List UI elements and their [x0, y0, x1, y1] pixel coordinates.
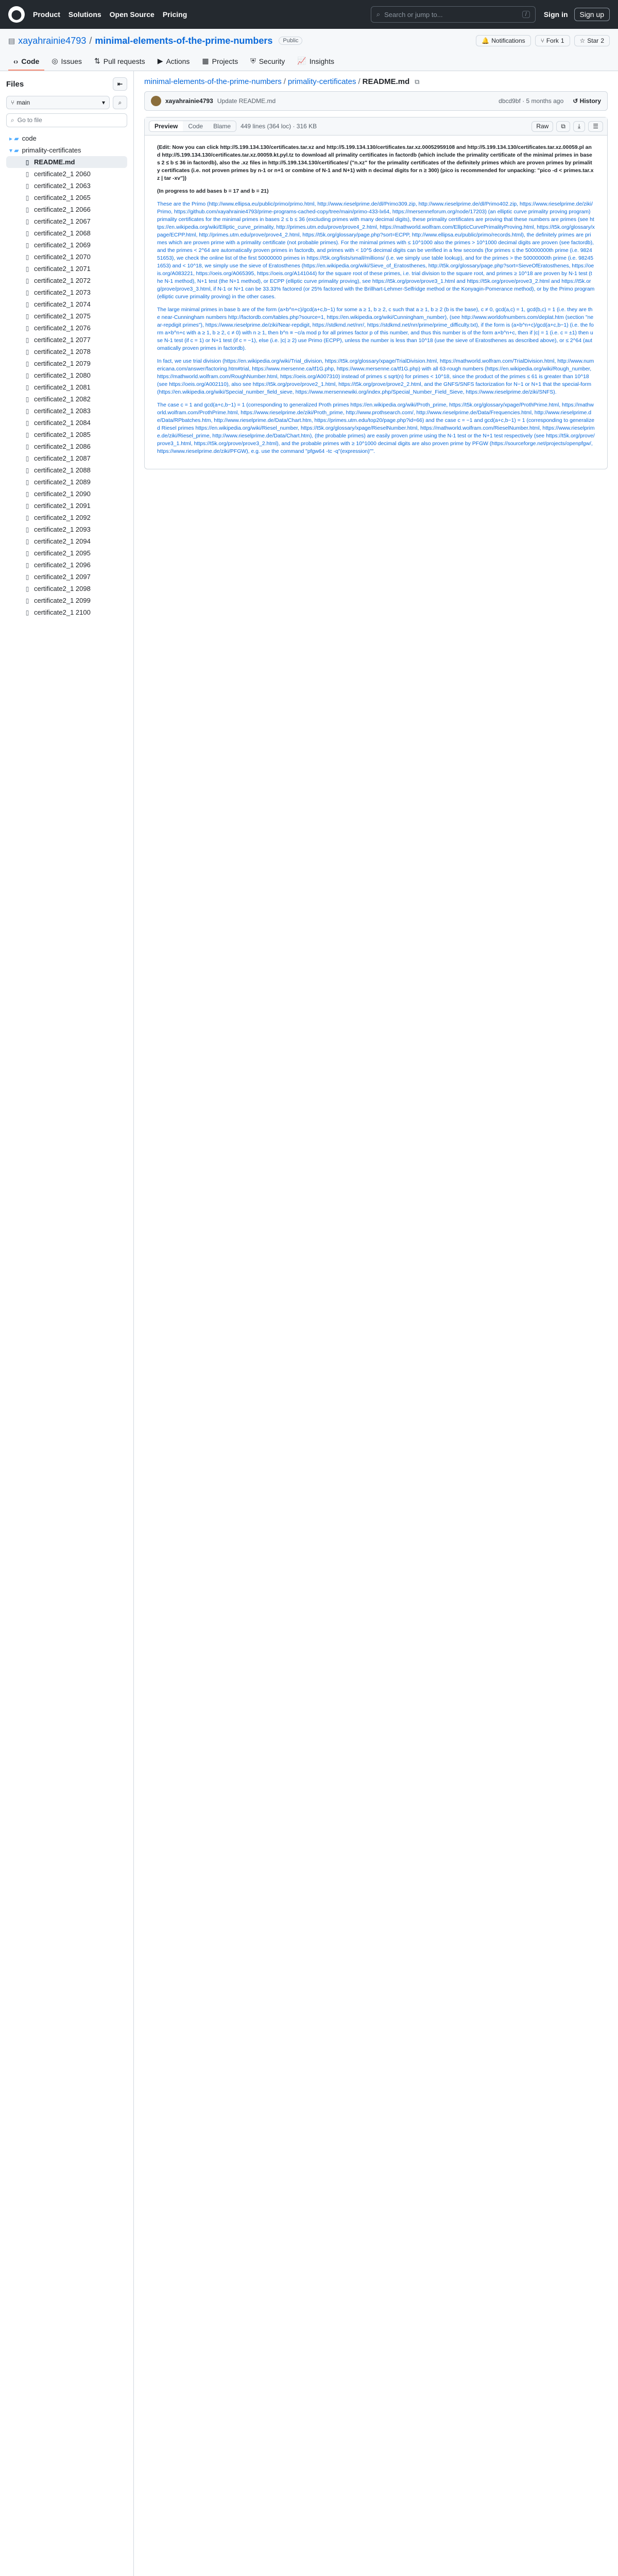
- file-tree-item[interactable]: [6, 286, 127, 298]
- file-icon: ▯: [25, 300, 29, 308]
- view-toggle: [149, 121, 236, 132]
- file-tree-item[interactable]: [6, 192, 127, 204]
- tree-item-label: certificate2_1 2063: [34, 182, 91, 190]
- visibility-badge: Public: [279, 37, 302, 45]
- tree-item-label: certificate2_1 2079: [34, 360, 91, 367]
- top-header: [0, 0, 618, 29]
- tree-item-label: certificate2_1 2086: [34, 443, 91, 450]
- tab-security[interactable]: [245, 53, 290, 71]
- file-tree-item[interactable]: [6, 429, 127, 440]
- star-count: 2: [600, 37, 604, 44]
- tree-item-label: certificate2_1 2099: [34, 597, 91, 604]
- file-icon: ▯: [25, 336, 29, 344]
- star-button[interactable]: [574, 35, 610, 46]
- file-icon: ▯: [25, 490, 29, 498]
- nav-pricing[interactable]: Pricing: [162, 10, 187, 19]
- tree-item-label: certificate2_1 2100: [34, 608, 91, 616]
- file-icon: ▯: [25, 502, 29, 510]
- commit-message[interactable]: Update README.md: [217, 97, 276, 105]
- repo-header: [0, 29, 618, 71]
- tree-item-label: certificate2_1 2096: [34, 561, 91, 569]
- file-tree-item[interactable]: [6, 583, 127, 595]
- file-icon: ▯: [25, 466, 29, 474]
- copy-raw-icon[interactable]: ⧉: [556, 121, 570, 132]
- tree-item-label: certificate2_1 2076: [34, 324, 91, 332]
- file-icon: ▯: [25, 253, 29, 261]
- tree-item-label: certificate2_1 2098: [34, 585, 91, 592]
- folder-open-icon: ▾ ▰: [9, 146, 19, 154]
- tab-projects[interactable]: [197, 53, 243, 71]
- file-icon: ▯: [25, 431, 29, 438]
- file-tree-item[interactable]: [6, 180, 127, 192]
- search-files-icon[interactable]: ⌕: [113, 96, 127, 109]
- code-icon: ‹›: [13, 57, 19, 65]
- tree-item-label: certificate2_1 2087: [34, 454, 91, 462]
- tree-item-label: certificate2_1 2069: [34, 241, 91, 249]
- search-shortcut: /: [522, 11, 530, 18]
- branch-row: [6, 96, 127, 109]
- tab-pull-requests-label: Pull requests: [103, 57, 145, 65]
- play-icon: ▶: [157, 57, 163, 65]
- tree-item-label: certificate2_1 2074: [34, 300, 91, 308]
- file-tree-item[interactable]: [6, 523, 127, 535]
- tree-item-label: certificate2_1 2091: [34, 502, 91, 510]
- tree-item-label: certificate2_1 2093: [34, 526, 91, 533]
- tab-issues-label: Issues: [61, 57, 82, 65]
- collapse-sidebar-icon[interactable]: ⇤: [113, 77, 127, 91]
- tree-item-label: certificate2_1 2068: [34, 229, 91, 237]
- table-icon: ▦: [202, 57, 209, 65]
- tree-item-label: README.md: [34, 158, 75, 166]
- tree-item-label: certificate2_1 2060: [34, 170, 91, 178]
- tab-insights[interactable]: [292, 53, 339, 71]
- nav-solutions[interactable]: Solutions: [68, 10, 101, 19]
- shield-icon: ⛨: [250, 57, 256, 65]
- breadcrumb: [144, 77, 608, 86]
- file-tree-item[interactable]: [6, 393, 127, 405]
- breadcrumb-file: README.md: [362, 77, 410, 86]
- nav-open-source[interactable]: Open Source: [109, 10, 154, 19]
- file-icon: ▯: [25, 478, 29, 486]
- commit-hash[interactable]: dbcd9bf: [499, 97, 521, 105]
- tab-pull-requests[interactable]: [89, 53, 150, 71]
- star-label: Star: [587, 37, 599, 44]
- file-icon: ▯: [25, 158, 29, 166]
- file-icon: ▯: [25, 443, 29, 450]
- sign-in-link[interactable]: Sign in: [543, 10, 568, 19]
- download-icon[interactable]: ⤓: [573, 121, 585, 132]
- readme-paragraph-form: The large minimal primes in base b are of the form (a×b^n+c)/gcd(a+c,b−1) for some a ≥ 1, b ≥ 2, c such that a ≥ 1, b ≥ 2 (b is the base), c ≠ 0, gcd(a,c) = 1, gcd(b,c) = 1 (i.e. they are the near-Cunningham numbers http://factordb.com/tables.php?source=1, https://en.wikipedia.org/wiki/Cunningham_number), (see http://www.worldofnumbers.com/deplat.htm (section "near-repdigit primes"), https://www.rieselprime.de/ziki/Near-repdigit, https://stdkmd.net/nrr/, https://stdkmd.net/nrr/prime/prime_difficulty.txt), if the form is (a×b^n+c)/gcd(a+c,b−1) (i.e. the form a×b^n+c with a ≥ 1, b ≥ 2, c ≠ 0) with n ≥ 1, then b^n ≡ −c/a mod p for all primes factor p of this number, and thus this number is of the form a×b^n+c, then if |c| = 1 (i.e. c = ±1) then use N-1 test (if c = 1) or N+1 test (if c = −1), else (i.e. |c| ≥ 2) use Primo (ECPP), unless the number is less than 10^18 (use the sieve of Eratosthenes as described above), or ≤ 2^64 (automatically proven primes in factordb).: [157, 307, 594, 351]
- tree-item-label: certificate2_1 2070: [34, 253, 91, 261]
- file-tree-item[interactable]: [6, 310, 127, 322]
- file-icon: ▯: [25, 526, 29, 533]
- latest-commit-bar: [144, 91, 608, 111]
- github-logo-icon[interactable]: ⬤: [8, 6, 25, 23]
- file-tree-item[interactable]: [6, 476, 127, 488]
- tree-item-label: certificate2_1 2078: [34, 348, 91, 355]
- file-icon: ▯: [25, 217, 29, 225]
- file-icon: ▯: [25, 241, 29, 249]
- file-info: 449 lines (364 loc) · 316 KB: [241, 123, 317, 130]
- tab-code[interactable]: [8, 53, 44, 71]
- file-icon: ▯: [25, 561, 29, 569]
- search-icon: ⌕: [376, 10, 381, 18]
- tab-code-label: Code: [21, 57, 40, 65]
- file-tree-item[interactable]: [6, 452, 127, 464]
- file-tree-item[interactable]: [6, 500, 127, 512]
- file-icon: ▯: [25, 537, 29, 545]
- search-input[interactable]: [371, 6, 536, 23]
- file-icon: ▯: [25, 206, 29, 213]
- file-tree-item[interactable]: [6, 227, 127, 239]
- repo-owner-link[interactable]: xayahrainie4793: [18, 35, 87, 46]
- sidebar-header: [6, 77, 127, 91]
- file-icon: ▯: [25, 407, 29, 415]
- file-icon: ▯: [25, 597, 29, 604]
- readme-content: [145, 135, 607, 469]
- issue-icon: ◎: [52, 57, 58, 65]
- repo-name-link[interactable]: minimal-elements-of-the-prime-numbers: [95, 35, 273, 46]
- go-to-file-input[interactable]: [6, 113, 127, 127]
- file-tree-item[interactable]: [6, 358, 127, 369]
- file-icon: ▯: [25, 277, 29, 284]
- file-tree-item[interactable]: [6, 298, 127, 310]
- folder-tree-item[interactable]: [6, 132, 127, 144]
- file-tree-item[interactable]: [6, 535, 127, 547]
- history-icon: ↺: [573, 97, 578, 105]
- file-icon: ▯: [25, 395, 29, 403]
- tab-issues[interactable]: [46, 53, 87, 71]
- file-icon: ▯: [25, 585, 29, 592]
- avatar[interactable]: [151, 96, 161, 106]
- file-tree-item[interactable]: [6, 215, 127, 227]
- file-tree-item[interactable]: [6, 440, 127, 452]
- tab-security-label: Security: [259, 57, 285, 65]
- sign-up-button[interactable]: Sign up: [574, 8, 610, 21]
- file-icon: ▯: [25, 454, 29, 462]
- file-tree-item[interactable]: [6, 417, 127, 429]
- file-tree-item[interactable]: [6, 595, 127, 606]
- file-tree-item[interactable]: [6, 204, 127, 215]
- file-tree-item[interactable]: [6, 156, 127, 168]
- repo-tabs: [8, 53, 610, 71]
- list-icon[interactable]: ☰: [588, 121, 603, 132]
- folder-tree-item[interactable]: [6, 144, 127, 156]
- fork-icon: ⑂: [540, 37, 544, 44]
- folder-icon: ▸ ▰: [9, 134, 19, 142]
- file-tree-item[interactable]: [6, 239, 127, 251]
- file-viewer: [144, 117, 608, 469]
- tree-item-label: certificate2_1 2084: [34, 419, 91, 427]
- file-icon: ▯: [25, 312, 29, 320]
- page-layout: [0, 71, 618, 2576]
- branch-selector[interactable]: [6, 96, 110, 109]
- file-icon: ▯: [25, 229, 29, 237]
- main-content: [134, 71, 618, 2576]
- notifications-label: Notifications: [491, 37, 525, 44]
- file-tree-item[interactable]: [6, 405, 127, 417]
- tree-item-label: certificate2_1 2071: [34, 265, 91, 273]
- file-icon: ▯: [25, 514, 29, 521]
- readme-paragraph-trial-division: In fact, we use trial division (https://en.wikipedia.org/wiki/Trial_division, https://t5k.org/glossary/xpage/TrialDivision.html, https://mathworld.wolfram.com/TrialDivision.html, http://www.numericana.com/answer/factoring.htm#trial, https://www.mersenne.ca/tf1G.php, https://www.mersenne.ca/tf1G.php) with all 63-rough numbers (https://en.wikipedia.org/wiki/Rough_number, https://mathworld.wolfram.com/RoughNumber.html, https://oeis.org/A007310) instead of primes ≤ sqrt(n) for primes < 10^18, since the product of the primes ≤ 61 is greater than 10^18 (see https://oeis.org/A002110), also see https://t5k.org/prove/prove2_1.html, https://t5k.org/prove/prove2_2.html, and the GNFS/SNFS factorization for N−1 or N+1 that the special-form (https://en.wikipedia.org/wiki/Special_number_field_sieve, https://www.mersennewiki.org/index.php/Special_Number_Field_Sieve, https://www.rieselprime.de/ziki/SNFS).: [157, 359, 594, 395]
- bell-icon: 🔔: [482, 37, 490, 44]
- fork-button[interactable]: [535, 35, 570, 46]
- file-tree-item[interactable]: [6, 559, 127, 571]
- tab-code[interactable]: Code: [183, 121, 208, 131]
- pull-request-icon: ⇅: [94, 57, 100, 65]
- tree-item-label: certificate2_1 2085: [34, 431, 91, 438]
- tree-item-label: certificate2_1 2077: [34, 336, 91, 344]
- tree-item-label: certificate2_1 2080: [34, 371, 91, 379]
- raw-button[interactable]: Raw: [531, 121, 553, 132]
- tree-item-label: certificate2_1 2094: [34, 537, 91, 545]
- file-icon: ▯: [25, 383, 29, 391]
- tree-item-label: certificate2_1 2092: [34, 514, 91, 521]
- file-icon: ▯: [25, 608, 29, 616]
- tab-actions-label: Actions: [166, 57, 190, 65]
- file-tree-item[interactable]: [6, 263, 127, 275]
- readme-edit-paragraph: (Edit: Now you can click http://5.199.134.130/certificates.tar.xz and http://5.199.134.130/certificates.tar.xz.00052959108 and http://5.199.134.130/certificates.tar.xz.00059.pl and http://5.199.134.130/certificates.tar.xz.00059.kt.pyl.tz to download all primality certificates in factordb (which include the primality certificate of the minimal primes in bases 2 ≤ b ≤ 36 in factordb), also the .xz files in http://5.199.134.130/certificates/ ("n.xz" for the primality certificates of the definitely primes which are proven primes by primality certificates (i.e. not proven primes by n-1 or n+1 or combine of N-1 and N+1) with n decimal digits for n ≥ 300) (pico is recommended for unpacking: "pico -d < primes.tar.xz | tar -xv")): [157, 145, 594, 181]
- repo-title-separator: /: [89, 35, 92, 46]
- history-label: History: [579, 97, 601, 105]
- file-icon: ▯: [25, 371, 29, 379]
- tab-preview[interactable]: Preview: [149, 121, 183, 131]
- tree-item-label: certificate2_1 2097: [34, 573, 91, 581]
- search-placeholder: Search or jump to...: [384, 10, 443, 19]
- commit-meta: dbcd9bf · 5 months ago: [499, 97, 564, 105]
- readme-paragraph-primo: These are the Primo (http://www.ellipsa.eu/public/primo/primo.html, http://www.rieselprime.de/dl/Primo309.zip, http://www.rieselprime.de/dl/Primo402.zip, https://www.rieselprime.de/ziki/Primo, https://github.com/xayahrainie4793/prime-programs-cached-copy/tree/main/primo-433-lx64, https://mersenneforum.org/node/17203) (an elliptic curve primality proving program) primality certificates for the minimal primes in bases 2 ≤ b ≤ 36 (excluding primes with many decimal digits), these primality certificates are proving that these numbers are primes (see https://en.wikipedia.org/wiki/Elliptic_curve_primality, http://primes.utm.edu/prove/prove4_2.html, https://mathworld.wolfram.com/EllipticCurvePrimalityProving.html, https://t5k.org/glossary/xpage/ECPP.html, http://primes.utm.edu/prove/prove4_2.html, https://t5k.org/glossary/page.php?sort=ECPP, http://www.ellipsa.eu/public/primo/records.html), the definitely primes are primes which are proven prime with a primality certificate (not probable primes). For the minimal primes with ≤ 10^1000 also the primes > 10^1000 decimal digits are proven (see factordb), and the primes < 2^64 are automatically proven primes in factordb, and primes with < 10^5 decimal digits can be verified in a few seconds (for primes ≤ the 50000000th prime (i.e. 982451653), we check the online list of the first 50000000 primes in https://t5k.org/lists/small/millions/ (i.e. we simply use table lookup), and for the primes > the 50000000th prime (i.e. 982451653) and < 10^18, we simply use the sieve of Eratosthenes (https://en.wikipedia.org/wiki/Sieve_of_Eratosthenes, http://t5k.org/glossary/page.php?sort=SieveOfEratosthenes, https://oeis.org/A083221, https://oeis.org/A065395, https://oeis.org/A141044) for the square root of these primes, i.e. trial division to the square root, and primes ≥ 10^18 are proven by N-1 test (the N-1 method), N+1 test (the N+1 method), or ECPP (elliptic curve primality proving), see https://t5k.org/prove/prove3_1.html and https://t5k.org/prove/prove3_2.html and https://t5k.org/prove/prove3_3.html, if N-1 or N+1 can be 33.33% factored (or 25% factored with the Brillhart-Lehmer-Selfridge method or the Konyagin-Pomerance method), or by the Primo program (elliptic curve primality proving) in the other cases.: [157, 201, 595, 300]
- file-icon: ▯: [25, 348, 29, 355]
- search-icon: ⌕: [11, 116, 14, 124]
- breadcrumb-separator: /: [358, 77, 360, 86]
- commit-time: 5 months ago: [526, 97, 564, 105]
- file-icon: ▯: [25, 289, 29, 296]
- file-tree-item[interactable]: [6, 334, 127, 346]
- history-button[interactable]: [573, 97, 601, 105]
- fork-label: Fork: [546, 37, 559, 44]
- tree-item-label: certificate2_1 2066: [34, 206, 91, 213]
- file-tree-item[interactable]: [6, 369, 127, 381]
- go-to-file-placeholder: Go to file: [17, 116, 42, 124]
- tab-projects-label: Projects: [212, 57, 238, 65]
- file-tree-item[interactable]: [6, 275, 127, 286]
- file-icon: ▯: [25, 573, 29, 581]
- file-toolbar: [145, 117, 607, 135]
- file-icon: ▯: [25, 194, 29, 201]
- file-icon: ▯: [25, 182, 29, 190]
- breadcrumb-folder[interactable]: primality-certificates: [287, 77, 356, 86]
- chevron-down-icon: ▾: [101, 99, 105, 106]
- file-tree: [6, 132, 127, 618]
- file-tree-item[interactable]: [6, 547, 127, 559]
- tree-item-label: certificate2_1 2088: [34, 466, 91, 474]
- file-icon: ▯: [25, 170, 29, 178]
- readme-progress-note: (In progress to add bases b = 17 and b = 21): [157, 189, 269, 194]
- tree-item-label: certificate2_1 2089: [34, 478, 91, 486]
- repo-icon: ▤: [8, 36, 15, 45]
- file-tree-item[interactable]: [6, 571, 127, 583]
- file-tree-item[interactable]: [6, 606, 127, 618]
- tree-item-label: certificate2_1 2095: [34, 549, 91, 557]
- tab-blame[interactable]: Blame: [208, 121, 236, 131]
- branch-name: main: [16, 99, 30, 106]
- file-tree-item[interactable]: [6, 346, 127, 358]
- tab-insights-label: Insights: [309, 57, 334, 65]
- tree-item-label: certificate2_1 2083: [34, 407, 91, 415]
- tree-item-label: primality-certificates: [22, 146, 81, 154]
- file-tree-sidebar: [0, 71, 134, 2576]
- tree-item-label: certificate2_1 2075: [34, 312, 91, 320]
- file-icon: ▯: [25, 265, 29, 273]
- tree-item-label: certificate2_1 2067: [34, 217, 91, 225]
- tree-item-label: certificate2_1 2072: [34, 277, 91, 284]
- copy-path-icon[interactable]: ⧉: [415, 77, 420, 86]
- file-tree-item[interactable]: [6, 512, 127, 523]
- repo-actions: [476, 35, 610, 46]
- file-tree-item[interactable]: [6, 322, 127, 334]
- file-tree-item[interactable]: [6, 381, 127, 393]
- commit-author[interactable]: xayahrainie4793: [165, 97, 213, 105]
- file-tree-item[interactable]: [6, 168, 127, 180]
- readme-paragraph-proth-riesel: The case c = 1 and gcd(a+c,b−1) = 1 (corresponding to generalized Proth primes https://en.wikipedia.org/wiki/Proth_prime, https://t5k.org/glossary/xpage/ProthPrime.html, https://mathworld.wolfram.com/ProthPrime.html, https://www.rieselprime.de/ziki/Proth_prime, http://www.prothsearch.com/, http://www.rieselprime.de/Data/Frequencies.html, http://www.rieselprime.de/Data/RPbatches.htm, http://www.rieselprime.de/Data/Chart.htm, https://primes.utm.edu/top20/page.php?id=66) and the case c = −1 and gcd(a+c,b−1) = 1 (corresponding to generalized Riesel primes https://en.wikipedia.org/wiki/Riesel_number, https://t5k.org/glossary/xpage/RieselNumber.html, https://mathworld.wolfram.com/RieselNumber.html, https://www.rieselprime.de/ziki/Riesel_prime, http://www.rieselprime.de/Data/Chart.htm), (the probable primes) are easily proven prime using the N-1 test or the N+1 test respectively (see https://t5k.org/prove/prove3_1.html, https://t5k.org/prove/prove3_2.html), and the probable primes with ≥ 10^1000 decimal digits are also proven prime by PFGW (https://sourceforge.net/projects/openpfgw/, https://www.rieselprime.de/ziki/PFGW), e.g. use the command "pfgw64 -tc -q"(expression)"".: [157, 402, 595, 454]
- file-icon: ▯: [25, 549, 29, 557]
- file-tree-item[interactable]: [6, 251, 127, 263]
- notifications-button[interactable]: [476, 35, 530, 46]
- tree-item-label: certificate2_1 2090: [34, 490, 91, 498]
- file-icon: ▯: [25, 419, 29, 427]
- tree-item-label: certificate2_1 2073: [34, 289, 91, 296]
- top-nav: [33, 10, 187, 19]
- star-icon: ☆: [579, 37, 586, 44]
- file-tree-item[interactable]: [6, 464, 127, 476]
- breadcrumb-repo[interactable]: minimal-elements-of-the-prime-numbers: [144, 77, 282, 86]
- repo-title: [8, 35, 610, 46]
- file-actions: [531, 121, 603, 132]
- file-tree-item[interactable]: [6, 488, 127, 500]
- fork-count: 1: [560, 37, 564, 44]
- file-icon: ▯: [25, 324, 29, 332]
- tree-item-label: code: [22, 134, 37, 142]
- nav-product[interactable]: Product: [33, 10, 60, 19]
- graph-icon: 📈: [297, 57, 306, 65]
- branch-icon: ⑂: [11, 99, 15, 106]
- sidebar-title: Files: [6, 79, 24, 89]
- tree-item-label: certificate2_1 2065: [34, 194, 91, 201]
- tree-item-label: certificate2_1 2081: [34, 383, 91, 391]
- tree-item-label: certificate2_1 2082: [34, 395, 91, 403]
- file-icon: ▯: [25, 360, 29, 367]
- tab-actions[interactable]: [152, 53, 195, 71]
- breadcrumb-separator: /: [283, 77, 286, 86]
